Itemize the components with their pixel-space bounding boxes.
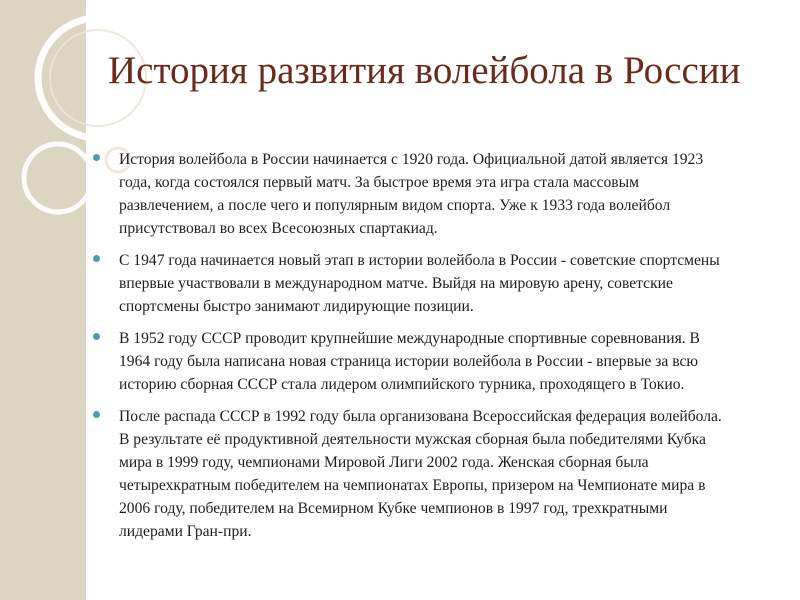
deco-circle-medium	[24, 144, 92, 212]
slide-title: История развития волейбола в России	[108, 49, 741, 92]
bullet-dot-icon	[93, 255, 100, 262]
bullet-list	[93, 148, 733, 552]
bullet-dot-icon	[93, 333, 100, 340]
bullet-text: С 1947 года начинается новый этап в истории волейбола в России - советские спортсмены впервые участвовали в международном матче. Выйдя на мировую арену, советские спортсмены быстро занимают лидирующие позиции.	[119, 252, 720, 315]
bullet-item-3	[93, 327, 733, 396]
bullet-item-4	[93, 405, 733, 543]
bullet-text: История волейбола в России начинается с 1920 года. Официальной датой является 1923 года, когда состоялся первый матч. За быстрое время эта игра стала массовым развлечением, а после чего и популярным видом спорта. Уже к 1933 года волейбол присутствовал во всех Всесоюзных спартакиад.	[119, 151, 704, 237]
bullet-dot-icon	[93, 411, 100, 418]
bullet-text: После распада СССР в 1992 году была организована Всероссийская федерация волейбола. В результате её продуктивной деятельности мужская сборная была победителями Кубка мира в 1999 году, чемпионами Мировой Лиги 2002 года. Женская сборная была четырехкратным победителем на чемпионатах Европы, призером на Чемпионате мира в 2006 году, победителем на Всемирном Кубке чемпионов в 1997 год, трехкратными лидерами Гран-при.	[119, 408, 722, 540]
bullet-text: В 1952 году СССР проводит крупнейшие международные спортивные соревнования. В 1964 году была написана новая страница истории волейбола в России - впервые за всю историю сборная СССР стала лидером олимпийского турника, проходящего в Токио.	[119, 330, 700, 393]
bullet-dot-icon	[93, 154, 100, 161]
bullet-item-2	[93, 249, 733, 318]
bullet-item-1	[93, 148, 733, 240]
